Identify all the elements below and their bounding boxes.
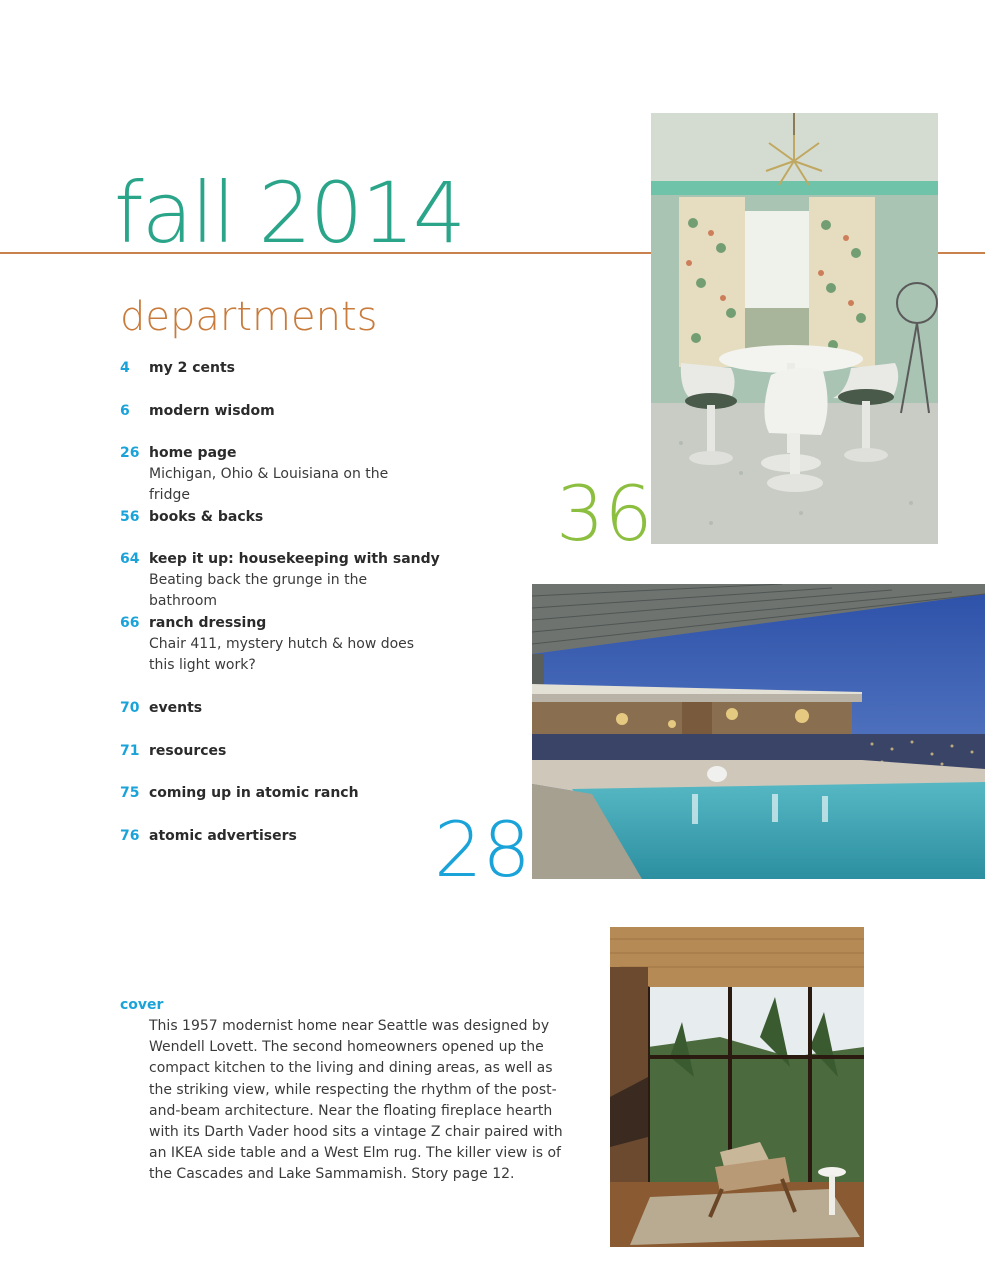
departments-heading: departments [120,294,378,340]
toc-page-number: 56 [120,509,140,525]
cover-description: This 1957 modernist home near Seattle was designed by Wendell Lovett. The second homeowners opened up the compact kitchen to the living and dining areas, as well as the striking view, while respecting the rhythm of the post-and-beam architecture. Near the floating fireplace hearth with its Darth Vader hood sits a vintage Z chair paired with an IKEA side table and a West Elm rug. The killer view is of the Cascades and Lake Sammamish. Story page 12. [149,1018,563,1183]
toc-title: books & backs [149,509,264,525]
issue-title: fall 2014 [114,164,465,262]
toc-page-number: 70 [120,700,140,716]
toc-title: atomic advertisers [149,828,297,844]
toc-title: modern wisdom [149,403,275,419]
toc-page-number: 71 [120,743,140,759]
toc-title: events [149,700,203,716]
toc-title: home page [149,445,237,461]
pool-house-photo [532,584,985,879]
toc-page-number: 75 [120,785,140,801]
toc-description: Chair 411, mystery hutch & how does this light work? [149,636,415,673]
cover-photo [610,927,864,1247]
toc-page-number: 66 [120,615,140,631]
toc-title: ranch dressing [149,615,267,631]
feature-number-36: 36 [556,469,653,558]
toc-page-number: 64 [120,551,140,567]
toc-title: keep it up: housekeeping with sandy [149,551,440,567]
toc-description: Michigan, Ohio & Louisiana on the fridge [149,466,389,503]
toc-title: my 2 cents [149,360,235,376]
toc-page-number: 76 [120,828,140,844]
toc-page-number: 4 [120,360,130,376]
feature-number-28: 28 [434,805,531,894]
toc-title: coming up in atomic ranch [149,785,359,801]
cover-label: cover [120,997,164,1013]
toc-page-number: 26 [120,445,140,461]
toc-page-number: 6 [120,403,130,419]
dining-room-photo [651,113,938,544]
toc-description: Beating back the grunge in the bathroom [149,572,368,609]
toc-title: resources [149,743,227,759]
